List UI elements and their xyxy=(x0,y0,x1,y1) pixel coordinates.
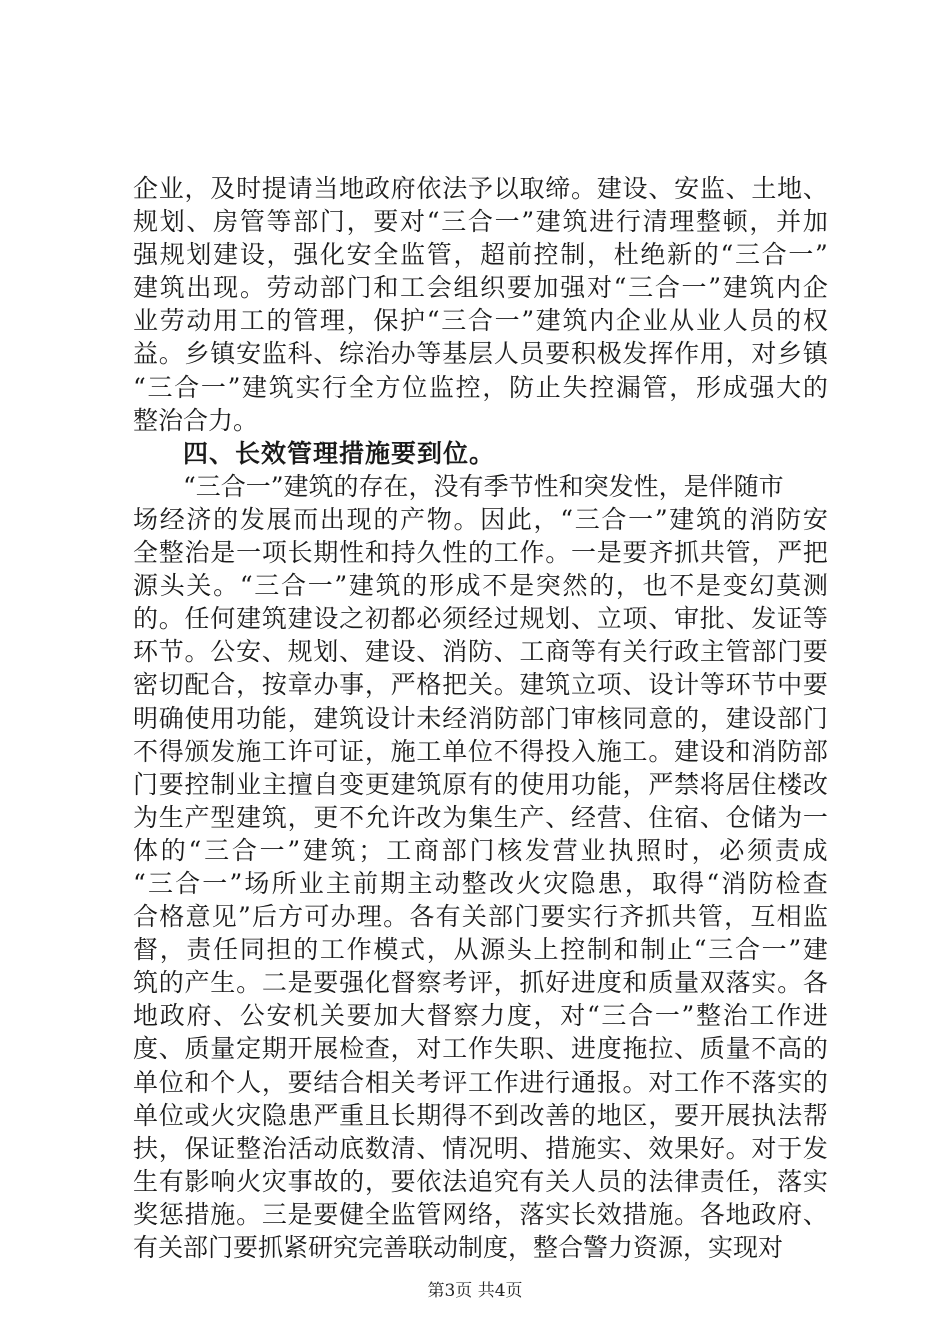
text-line: 生 有 影 响 火 灾 事 故 的 ， 要 依 法 追 究 有 关 人 员 的 法 律 责 任 ， 落 实 xyxy=(133,1166,828,1196)
text-line: “ 三 合 一 ” 建 筑 实 行 全 方 位 监 控 ， 防 止 失 控 漏 管 ， 形 成 强 大 的 xyxy=(133,372,828,402)
text-line: 源 头 关 。 “ 三 合 一 ” 建 筑 的 形 成 不 是 突 然 的 ， 也 不 是 变 幻 莫 测 xyxy=(133,571,828,601)
text-line: 单 位 和 个 人 ， 要 结 合 相 关 考 评 工 作 进 行 通 报 。 对 工 作 不 落 实 的 xyxy=(133,1067,828,1097)
text-line: 密 切 配 合 ， 按 章 办 事 ， 严 格 把 关 。 建 筑 立 项 、 设 计 等 环 节 中 要 xyxy=(133,670,828,700)
text-line: 有关部门要抓紧研究完善联动制度，整合警力资源，实现对 xyxy=(133,1233,784,1262)
paragraph-1 xyxy=(133,172,828,437)
text-line: 建 筑 出 现 。 劳 动 部 门 和 工 会 组 织 要 加 强 对 “ 三 合 一 ” 建 筑 内 企 xyxy=(133,273,828,303)
text-line: “三合一”建筑的存在，没有季节性和突发性，是伴随市 xyxy=(183,471,784,501)
text-line: 企 业 ， 及 时 提 请 当 地 政 府 依 法 予 以 取 缔 。 建 设 、 安 监 、 土 地 、 xyxy=(133,174,828,203)
text-line: 整治合力。 xyxy=(133,405,259,435)
text-line: 门 要 控 制 业 主 擅 自 变 更 建 筑 原 有 的 使 用 功 能 ， 严 禁 将 居 住 楼 改 xyxy=(133,769,828,799)
text-line: 业 劳 动 用 工 的 管 理 ， 保 护 “ 三 合 一 ” 建 筑 内 企 业 从 业 人 员 的 权 xyxy=(133,306,828,336)
page-footer: 第3页 共4页 xyxy=(427,1281,523,1301)
body-text xyxy=(133,172,828,1264)
text-line: 体 的 “ 三 合 一 ” 建 筑 ； 工 商 部 门 核 发 营 业 执 照 时 ， 必 须 责 成 xyxy=(133,835,828,865)
text-line: 环 节 。 公 安 、 规 划 、 建 设 、 消 防 、 工 商 等 有 关 行 政 主 管 部 门 要 xyxy=(133,637,828,667)
text-line: 合 格 意 见 ” 后 方 可 办 理 。 各 有 关 部 门 要 实 行 齐 抓 共 管 ， 互 相 监 xyxy=(133,902,828,932)
text-line: 的 。 任 何 建 筑 建 设 之 初 都 必 须 经 过 规 划 、 立 项 、 审 批 、 发 证 等 xyxy=(133,604,828,634)
text-line: 单 位 或 火 灾 隐 患 严 重 且 长 期 得 不 到 改 善 的 地 区 ， 要 开 展 执 法 帮 xyxy=(133,1100,828,1130)
text-line: 不 得 颁 发 施 工 许 可 证 ， 施 工 单 位 不 得 投 入 施 工 。 建 设 和 消 防 部 xyxy=(133,736,828,766)
text-line: 益 。 乡 镇 安 监 科 、 综 治 办 等 基 层 人 员 要 积 极 发 挥 作 用 ， 对 乡 镇 xyxy=(133,339,828,369)
text-line: “ 三 合 一 ” 场 所 业 主 前 期 主 动 整 改 火 灾 隐 患 ， 取 得 “ 消 防 检 查 xyxy=(133,868,828,898)
text-line: 明 确 使 用 功 能 ， 建 筑 设 计 未 经 消 防 部 门 审 核 同 意 的 ， 建 设 部 门 xyxy=(133,703,828,733)
section-heading: 四、长效管理措施要到位。 xyxy=(183,438,496,468)
text-line: 全 整 治 是 一 项 长 期 性 和 持 久 性 的 工 作 。 一 是 要 齐 抓 共 管 ， 严 把 xyxy=(133,538,828,568)
text-line: 为 生 产 型 建 筑 ， 更 不 允 许 改 为 集 生 产 、 经 营 、 住 宿 、 仓 储 为 一 xyxy=(133,802,828,832)
text-line: 度 、 质 量 定 期 开 展 检 查 ， 对 工 作 失 职 、 进 度 拖 拉 、 质 量 不 高 的 xyxy=(133,1034,828,1064)
text-line: 筑 的 产 生 。 二 是 要 强 化 督 察 考 评 ， 抓 好 进 度 和 质 量 双 落 实 。 各 xyxy=(133,968,828,998)
paragraph-2 xyxy=(133,470,828,1264)
text-line: 强 规 划 建 设 ， 强 化 安 全 监 管 ， 超 前 控 制 ， 杜 绝 新 的 “ 三 合 一 ” xyxy=(133,240,828,270)
text-line: 场 经 济 的 发 展 而 出 现 的 产 物 。 因 此 ， “ 三 合 一 ” 建 筑 的 消 防 安 xyxy=(133,504,828,534)
text-line: 规 划 、 房 管 等 部 门 ， 要 对 “ 三 合 一 ” 建 筑 进 行 清 理 整 顿 ， 并 加 xyxy=(133,207,828,237)
text-line: 督 ， 责 任 同 担 的 工 作 模 式 ， 从 源 头 上 控 制 和 制 止 “ 三 合 一 ” 建 xyxy=(133,935,828,965)
text-line: 扶 ， 保 证 整 治 活 动 底 数 清 、 情 况 明 、 措 施 实 、 效 果 好 。 对 于 发 xyxy=(133,1133,828,1163)
text-line: 地 政 府 、 公 安 机 关 要 加 大 督 察 力 度 ， 对 “ 三 合 一 ” 整 治 工 作 进 xyxy=(133,1001,828,1031)
text-line: 奖 惩 措 施 。 三 是 要 健 全 监 管 网 络 ， 落 实 长 效 措 施 。 各 地 政 府 、 xyxy=(133,1199,828,1229)
